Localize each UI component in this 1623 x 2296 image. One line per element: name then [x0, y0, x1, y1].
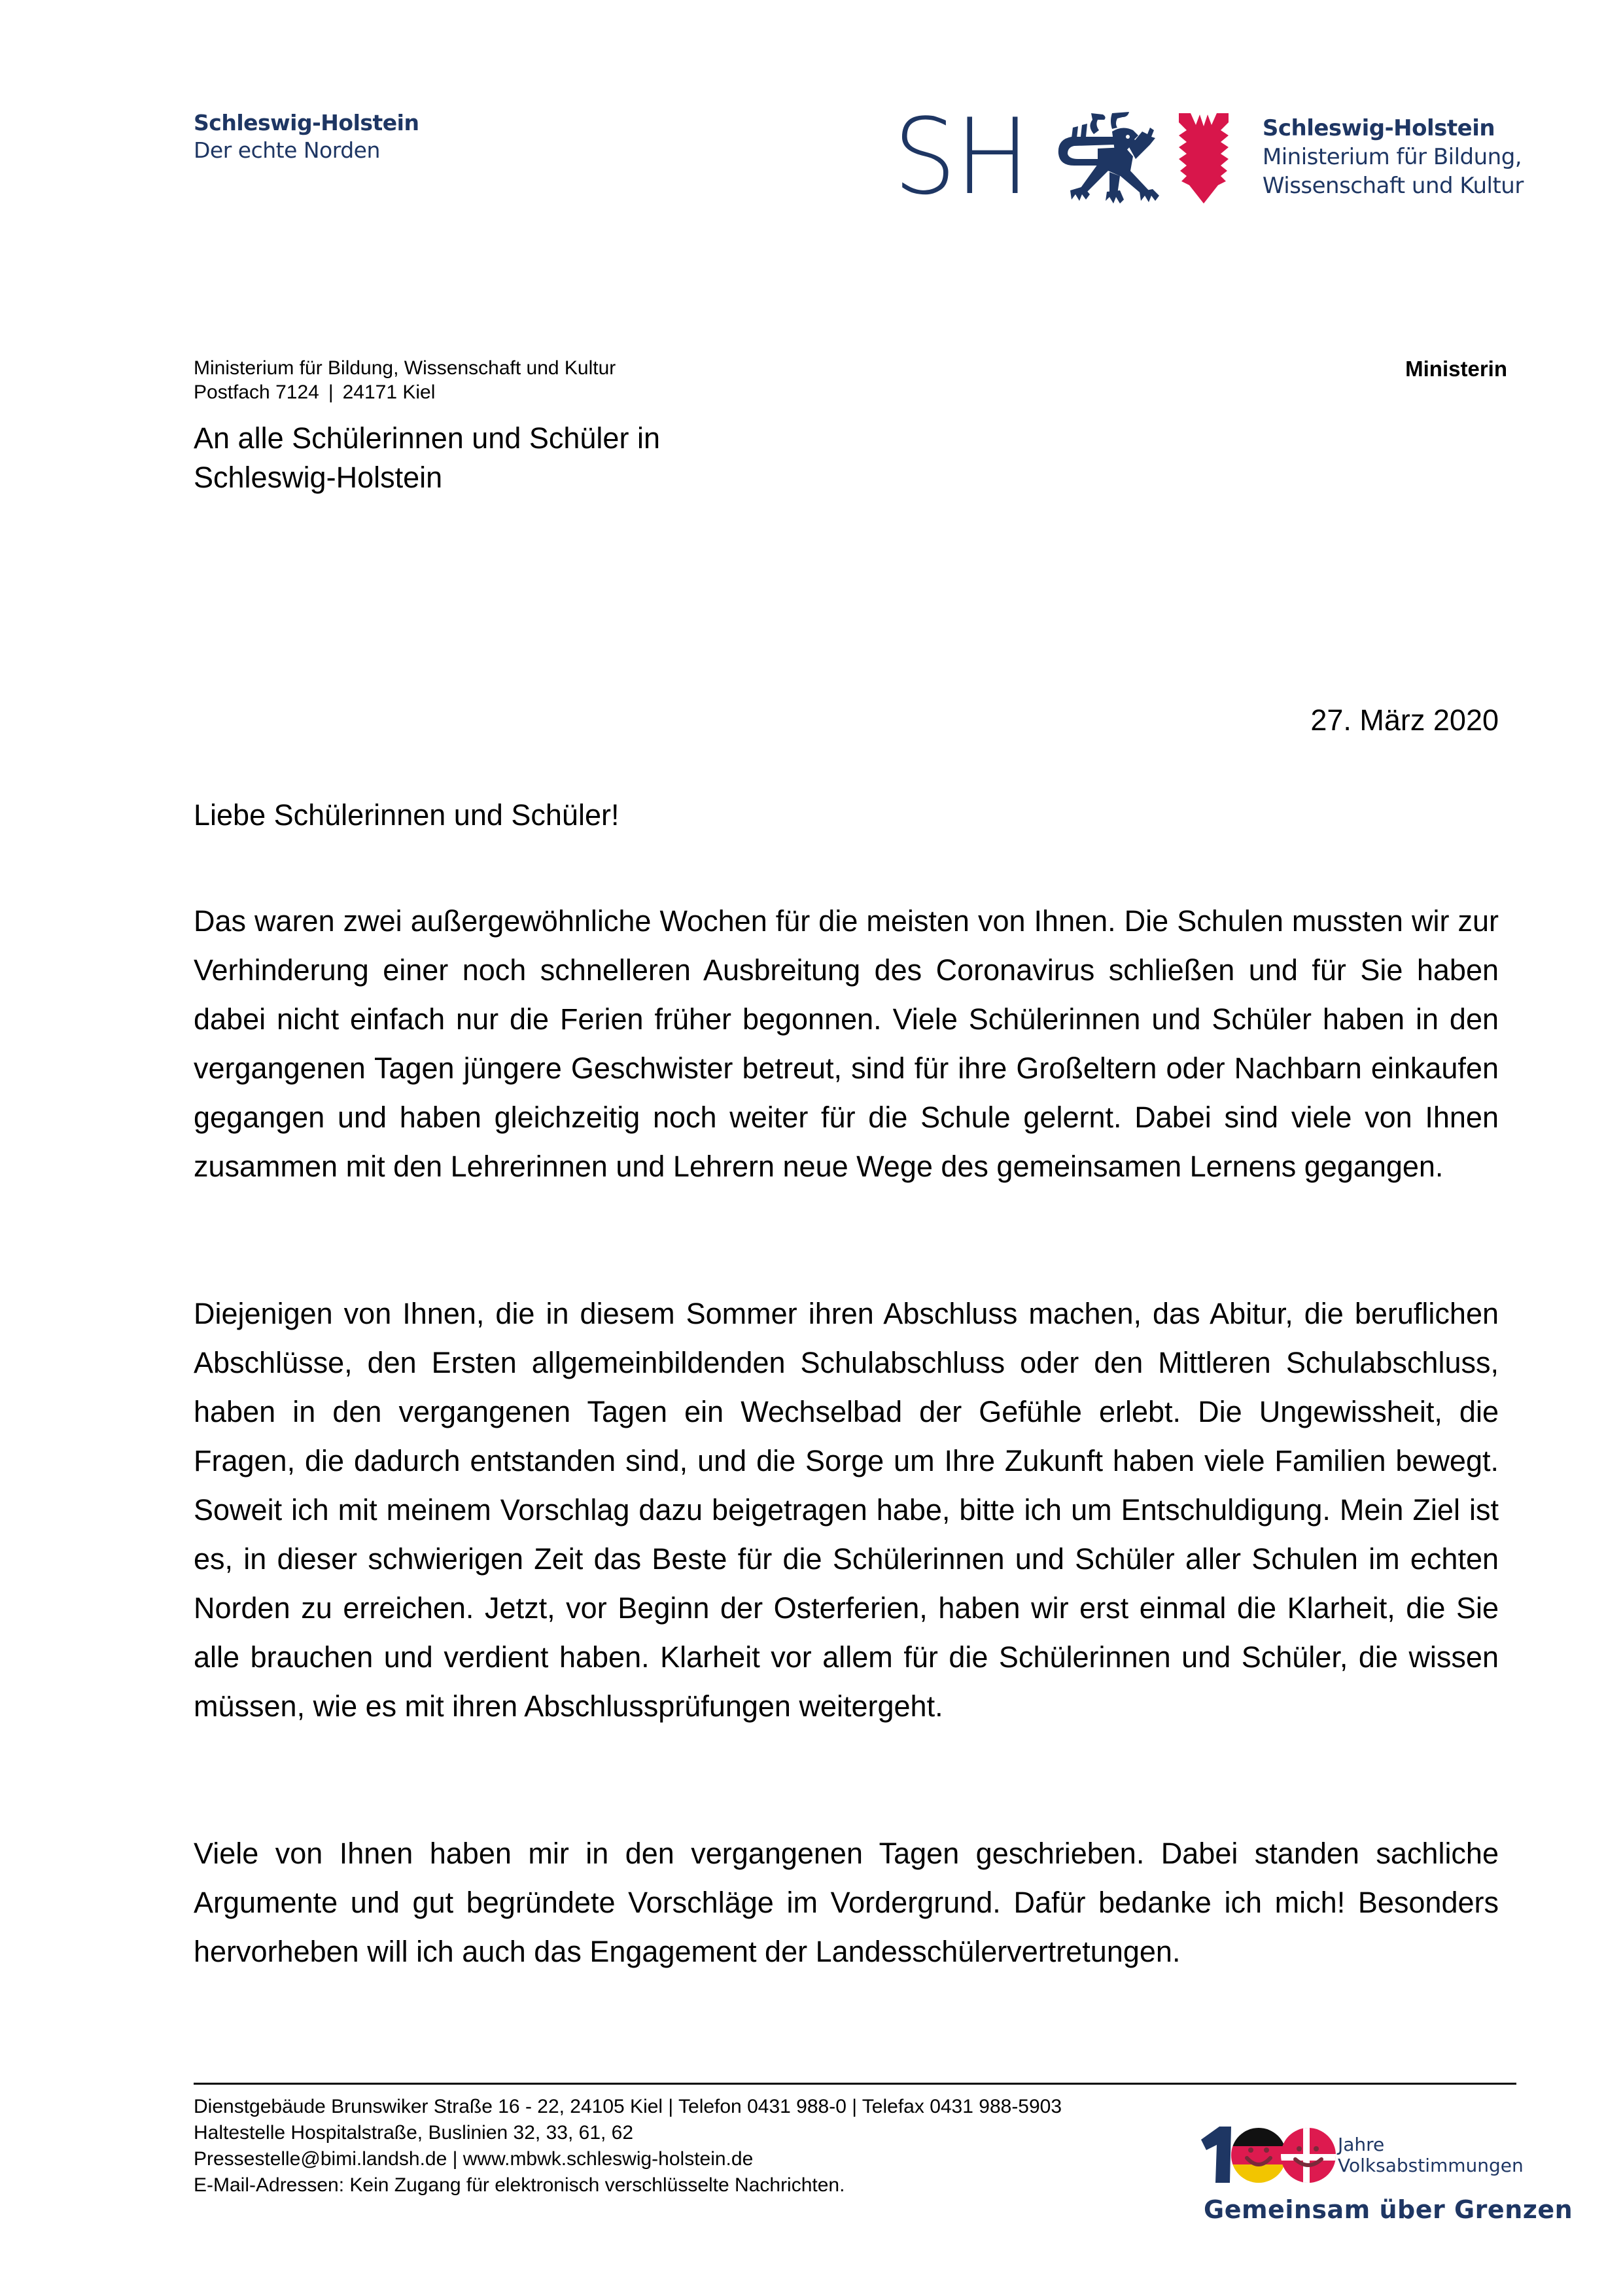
- anniversary-text: [1338, 2134, 1524, 2176]
- anniversary-line2: Volksabstimmungen: [1338, 2155, 1524, 2176]
- footer-email-web: Pressestelle@bimi.landsh.de | www.mbwk.schleswig-holstein.de: [194, 2148, 754, 2170]
- letter-date: 27. März 2020: [1310, 703, 1499, 737]
- hundred-years-icon: [1197, 2120, 1361, 2185]
- footer-encryption-note: E-Mail-Adressen: Kein Zugang für elektronisch verschlüsselte Nachrichten.: [194, 2174, 845, 2196]
- brand-state-name: Schleswig-Holstein: [194, 110, 419, 135]
- salutation: Liebe Schülerinnen und Schüler!: [194, 798, 620, 832]
- ministry-state: Schleswig-Holstein: [1262, 115, 1495, 141]
- brand-slogan: Der echte Norden: [194, 137, 380, 163]
- sender-postal: [194, 380, 616, 404]
- footer-contact: [194, 2094, 1062, 2199]
- anniversary-line1: Jahre: [1338, 2134, 1385, 2155]
- sender-city: 24171 Kiel: [342, 381, 436, 403]
- recipient-line2: Schleswig-Holstein: [194, 461, 443, 494]
- body-paragraph-2: Diejenigen von Ihnen, die in diesem Sommer ihren Abschluss machen, das Abitur, die beruflichen Abschlüsse, den Ersten allgemeinbildenden Schulabschluss oder den Mittleren Schulabschluss, haben in den vergangenen Tagen ein Wechselbad der Gefühle erlebt. Die Ungewissheit, die Fragen, die dadurch entstanden sind, und die Sorge um Ihre Zukunft haben viele Familien bewegt. Soweit ich mit meinem Vorschlag dazu beigetragen habe, bitte ich um Entschuldigung. Mein Ziel ist es, in dieser schwierigen Zeit das Beste für die Schülerinnen und Schüler aller Schulen im echten Norden zu erreichen. Jetzt, vor Beginn der Osterferien, haben wir erst einmal die Klarheit, die Sie alle brauchen und verdient haben. Klarheit vor allem für die Schülerinnen und Schüler, die wissen müssen, wie es mit ihren Abschlussprüfungen weitergeht.: [194, 1297, 1499, 1723]
- footer-divider: [194, 2083, 1516, 2085]
- sender-ministry: Ministerium für Bildung, Wissenschaft und Kultur: [194, 357, 616, 379]
- body-paragraph-3: Viele von Ihnen haben mir in den vergangenen Tagen geschrieben. Dabei standen sachliche Argumente und gut begründete Vorschläge im Vordergrund. Dafür bedanke ich mich! Besonders hervorheben will ich auch das Engagement der Landesschülervertretungen.: [194, 1837, 1499, 1968]
- sender-role: Ministerin: [1405, 357, 1507, 381]
- sender-address: [194, 356, 616, 404]
- ministry-title-line2: Wissenschaft und Kultur: [1262, 173, 1524, 199]
- footer-address: Dienstgebäude Brunswiker Straße 16 - 22, 24105 Kiel | Telefon 0431 988-0 | Telefax 0431 988-5903: [194, 2096, 1062, 2117]
- lion-coat-of-arms-icon: [1052, 108, 1170, 206]
- footer-transit: Haltestelle Hospitalstraße, Buslinien 32, 33, 61, 62: [194, 2122, 634, 2144]
- sh-monogram: SH: [893, 96, 1029, 218]
- anniversary-slogan: Gemeinsam über Grenzen: [1204, 2195, 1573, 2224]
- ministry-title-line1: Ministerium für Bildung,: [1262, 144, 1522, 170]
- ministry-name: [1263, 114, 1524, 200]
- recipient-line1: An alle Schülerinnen und Schüler in: [194, 421, 660, 455]
- anniversary-logo: [1197, 2120, 1573, 2224]
- nettle-leaf-coat-of-arms-icon: [1178, 108, 1230, 206]
- separator: |: [328, 381, 334, 403]
- brand-left-wordmark: [194, 110, 419, 165]
- sender-postfach: Postfach 7124: [194, 381, 319, 403]
- recipient-address: [194, 419, 660, 497]
- body-paragraph-1: Das waren zwei außergewöhnliche Wochen für die meisten von Ihnen. Die Schulen mussten wir zur Verhinderung einer noch schnelleren Ausbreitung des Coronavirus schließen und für Sie haben dabei nicht einfach nur die Ferien früher begonnen. Viele Schülerinnen und Schüler haben in den vergangenen Tagen jüngere Geschwister betreut, sind für ihre Großeltern oder Nachbarn einkaufen gegangen und haben gleichzeitig noch weiter für die Schule gelernt. Dabei sind viele von Ihnen zusammen mit den Lehrerinnen und Lehrern neue Wege des gemeinsamen Lernens gegangen.: [194, 904, 1499, 1183]
- ministry-logo: [890, 96, 1524, 218]
